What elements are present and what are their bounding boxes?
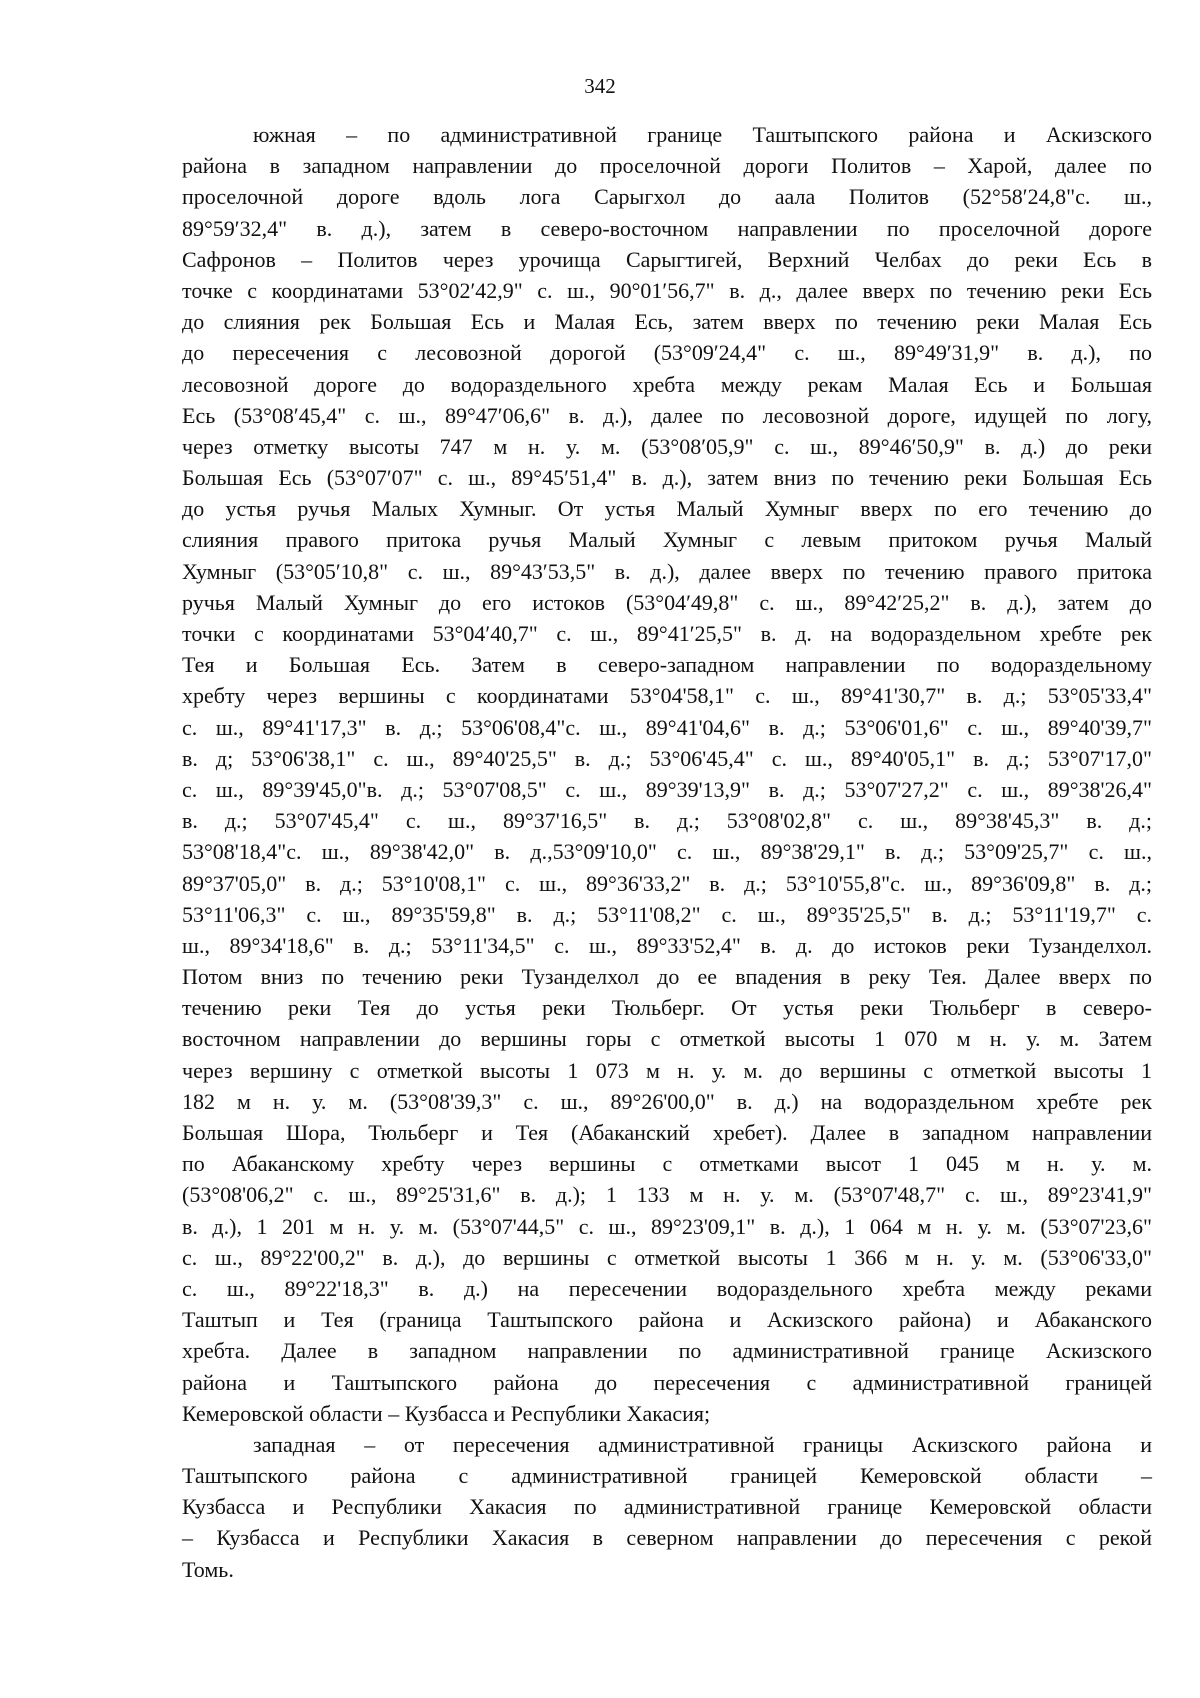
text-line: Сафронов – Политов через урочища Сарыгтигей, Верхний Челбах до реки Есь в bbox=[182, 246, 1152, 272]
text-line: южная – по административной границе Таштыпского района и Аскизского bbox=[253, 122, 1152, 147]
text-line: (53°08'06,2" с. ш., 89°25'31,6" в. д.); 1 133 м н. у. м. (53°07'48,7" с. ш., 89°23'41,9" bbox=[182, 1182, 1152, 1208]
text-line: течению реки Тея до устья реки Тюльберг. От устья реки Тюльберг в северо- bbox=[182, 995, 1152, 1021]
text-line: в. д.; 53°07'45,4" с. ш., 89°37'16,5" в. д.; 53°08'02,8" с. ш., 89°38'45,3" в. д.; bbox=[182, 808, 1152, 834]
text-line: слияния правого притока ручья Малый Хумныг с левым притоком ручья Малый bbox=[182, 527, 1152, 553]
page-number: 342 bbox=[584, 74, 616, 98]
text-line: Хумныг (53°05′10,8" с. ш., 89°43′53,5" в. д.), далее вверх по течению правого притока bbox=[182, 558, 1152, 584]
text-line: Большая Шора, Тюльберг и Тея (Абаканский хребет). Далее в западном направлении bbox=[182, 1120, 1152, 1145]
text-line: Кузбасса и Республики Хакасия по административной границе Кемеровской области bbox=[182, 1494, 1152, 1520]
text-line: точке с координатами 53°02′42,9" с. ш., 90°01′56,7" в. д., далее вверх по течению реки Есь bbox=[182, 277, 1152, 303]
text-line: ш., 89°34'18,6" в. д.; 53°11'34,5" с. ш., 89°33'52,4" в. д. до истоков реки Тузанделхол. bbox=[182, 932, 1152, 958]
text-line: с. ш., 89°39'45,0"в. д.; 53°07'08,5" с. ш., 89°39'13,9" в. д.; 53°07'27,2" с. ш., 89°38'26,4" bbox=[182, 776, 1152, 802]
text-line: 89°37'05,0" в. д.; 53°10'08,1" с. ш., 89°36'33,2" в. д.; 53°10'55,8"с. ш., 89°36'09,8" в. д.; bbox=[182, 870, 1152, 896]
text-line: через отметку высоты 747 м н. у. м. (53°08′05,9" с. ш., 89°46′50,9" в. д.) до реки bbox=[182, 433, 1152, 459]
text-line: района в западном направлении до проселочной дороги Политов – Харой, далее по bbox=[182, 153, 1152, 179]
text-line: Большая Есь (53°07′07" с. ш., 89°45′51,4" в. д.), затем вниз по течению реки Большая Есь bbox=[182, 465, 1152, 491]
text-line: с. ш., 89°22'00,2" в. д.), до вершины с отметкой высоты 1 366 м н. у. м. (53°06'33,0" bbox=[182, 1244, 1152, 1270]
text-line: – Кузбасса и Республики Хакасия в северном направлении до пересечения с рекой bbox=[182, 1525, 1152, 1551]
document-body bbox=[182, 119, 1152, 1585]
text-line: с. ш., 89°22'18,3" в. д.) на пересечении водораздельного хребта между реками bbox=[182, 1275, 1152, 1301]
text-line: проселочной дороге вдоль лога Сарыгхол до аала Политов (52°58′24,8"с. ш., bbox=[182, 184, 1152, 210]
paragraph-western-boundary bbox=[182, 1429, 1152, 1585]
text-line: хребта. Далее в западном направлении по административной границе Аскизского bbox=[182, 1338, 1152, 1364]
text-line: Тея и Большая Есь. Затем в северо-западном направлении по водораздельному bbox=[182, 652, 1152, 678]
paragraph-southern-boundary bbox=[182, 119, 1152, 1429]
text-line: 89°59′32,4" в. д.), затем в северо-восточном направлении по проселочной дороге bbox=[182, 215, 1152, 241]
text-line: до устья ручья Малых Хумныг. От устья Малый Хумныг вверх по его течению до bbox=[182, 496, 1152, 522]
text-line: западная – от пересечения административной границы Аскизского района и bbox=[253, 1431, 1152, 1457]
text-line: Кемеровской области – Кузбасса и Республики Хакасия; bbox=[182, 1400, 711, 1426]
text-line: 53°11'06,3" с. ш., 89°35'59,8" в. д.; 53°11'08,2" с. ш., 89°35'25,5" в. д.; 53°11'19,7" с. bbox=[182, 901, 1152, 927]
text-line: Есь (53°08′45,4" с. ш., 89°47′06,6" в. д.), далее по лесовозной дороге, идущей по логу, bbox=[182, 402, 1152, 428]
text-line: через вершину с отметкой высоты 1 073 м н. у. м. до вершины с отметкой высоты 1 bbox=[182, 1057, 1152, 1083]
text-line: по Абаканскому хребту через вершины с отметками высот 1 045 м н. у. м. bbox=[182, 1151, 1152, 1177]
text-line: Потом вниз по течению реки Тузанделхол до ее впадения в реку Тея. Далее вверх по bbox=[182, 964, 1152, 990]
text-line: с. ш., 89°41'17,3" в. д.; 53°06'08,4"с. ш., 89°41'04,6" в. д.; 53°06'01,6" с. ш., 89°40'39,7" bbox=[182, 714, 1152, 740]
text-line: 182 м н. у. м. (53°08'39,3" с. ш., 89°26'00,0" в. д.) на водораздельном хребте рек bbox=[182, 1088, 1152, 1114]
text-line: Таштыпского района с административной границей Кемеровской области – bbox=[182, 1463, 1152, 1489]
text-line: района и Таштыпского района до пересечения с административной границей bbox=[182, 1369, 1152, 1395]
text-line: до слияния рек Большая Есь и Малая Есь, затем вверх по течению реки Малая Есь bbox=[182, 309, 1152, 335]
text-line: хребту через вершины с координатами 53°04'58,1" с. ш., 89°41'30,7" в. д.; 53°05'33,4" bbox=[182, 683, 1152, 709]
text-line: восточном направлении до вершины горы с отметкой высоты 1 070 м н. у. м. Затем bbox=[182, 1026, 1152, 1052]
text-line: Томь. bbox=[182, 1556, 234, 1582]
text-line: в. д; 53°06'38,1" с. ш., 89°40'25,5" в. д.; 53°06'45,4" с. ш., 89°40'05,1" в. д.; 53°07'17,0" bbox=[182, 745, 1152, 771]
text-line: ручья Малый Хумныг до его истоков (53°04′49,8" с. ш., 89°42′25,2" в. д.), затем до bbox=[182, 589, 1152, 615]
text-line: Таштып и Тея (граница Таштыпского района и Аскизского района) и Абаканского bbox=[182, 1307, 1152, 1333]
text-line: 53°08'18,4"с. ш., 89°38'42,0" в. д.,53°09'10,0" с. ш., 89°38'29,1" в. д.; 53°09'25,7" с. ш., bbox=[182, 839, 1152, 865]
text-line: точки с координатами 53°04′40,7" с. ш., 89°41′25,5" в. д. на водораздельном хребте рек bbox=[182, 621, 1152, 646]
text-line: в. д.), 1 201 м н. у. м. (53°07'44,5" с. ш., 89°23'09,1" в. д.), 1 064 м н. у. м. (53°07'23,6" bbox=[182, 1213, 1152, 1239]
text-line: до пересечения с лесовозной дорогой (53°09′24,4" с. ш., 89°49′31,9" в. д.), по bbox=[182, 340, 1152, 366]
text-line: лесовозной дороге до водораздельного хребта между рекам Малая Есь и Большая bbox=[182, 371, 1152, 397]
